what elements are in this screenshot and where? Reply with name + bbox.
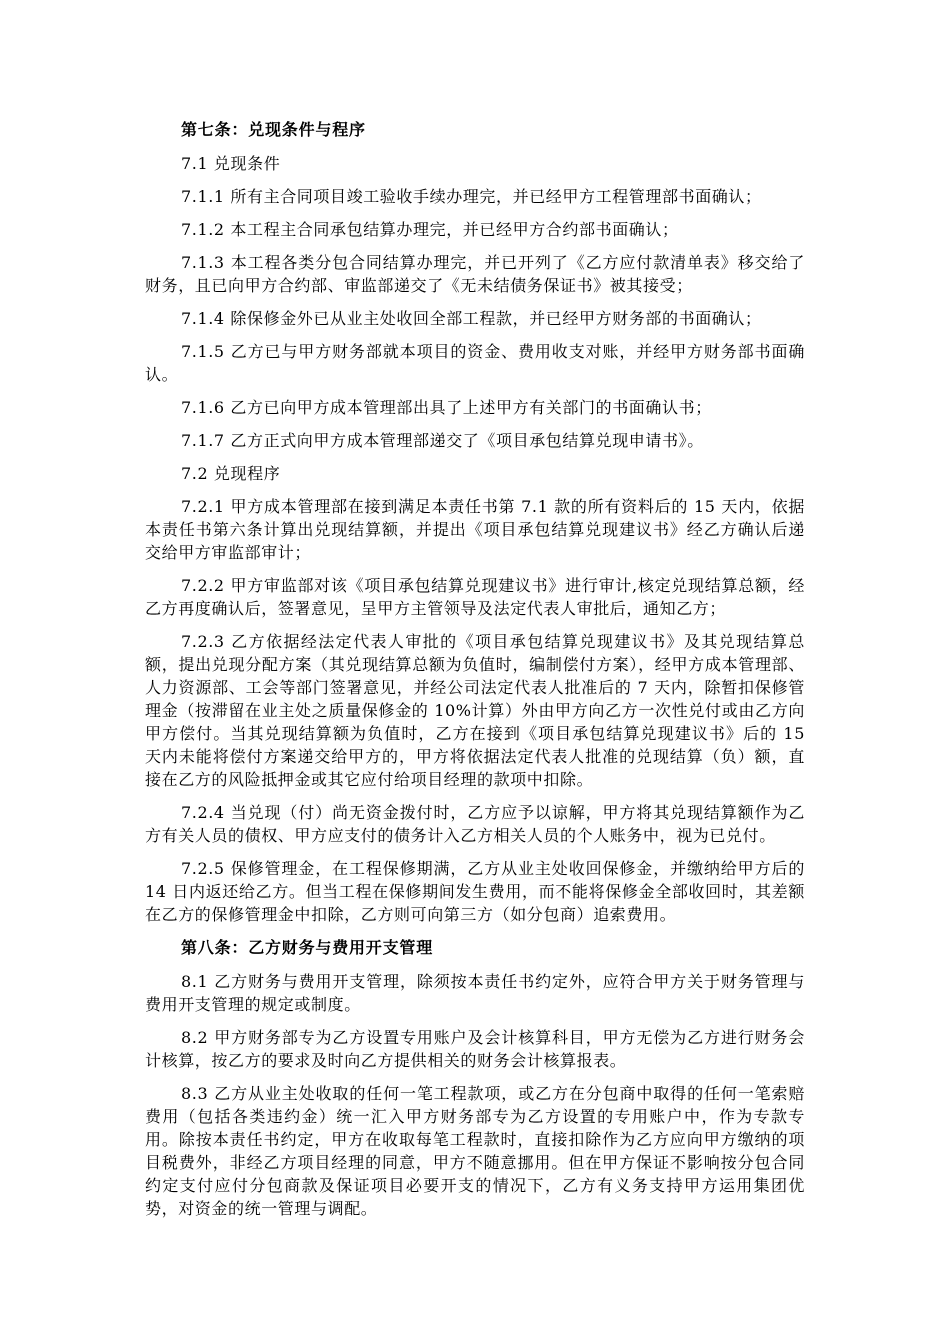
clause-8-1: 8.1 乙方财务与费用开支管理，除须按本责任书约定外，应符合甲方关于财务管理与费用开支管理的规定或制度。 — [145, 972, 805, 1014]
subsection-7-1-title: 7.1 兑现条件 — [181, 154, 281, 173]
clause-7-1-5: 7.1.5 乙方已与甲方财务部就本项目的资金、费用收支对账，并经甲方财务部书面确认。 — [145, 342, 805, 384]
section-7-heading: 第七条：兑现条件与程序 — [181, 120, 366, 139]
clause-7-1-2: 7.1.2 本工程主合同承包结算办理完，并已经甲方合约部书面确认； — [181, 220, 679, 239]
clause-7-1-4: 7.1.4 除保修金外已从业主处收回全部工程款，并已经甲方财务部的书面确认； — [181, 309, 762, 328]
clause-7-1-6: 7.1.6 乙方已向甲方成本管理部出具了上述甲方有关部门的书面确认书； — [181, 398, 712, 417]
clause-7-2-4: 7.2.4 当兑现（付）尚无资金拨付时，乙方应予以谅解，甲方将其兑现结算额作为乙方有关人员的债权、甲方应支付的债务计入乙方相关人员的个人账务中，视为已兑付。 — [145, 803, 805, 845]
document-page — [145, 118, 805, 1230]
section-8-heading: 第八条：乙方财务与费用开支管理 — [181, 938, 434, 957]
clause-7-2-2: 7.2.2 甲方审监部对该《项目承包结算兑现建议书》进行审计,核定兑现结算总额，经乙方再度确认后，签署意见，呈甲方主管领导及法定代表人审批后，通知乙方； — [145, 576, 805, 618]
clause-7-1-3: 7.1.3 本工程各类分包合同结算办理完，并已开列了《乙方应付款清单表》移交给了财务，且已向甲方合约部、审监部递交了《无未结债务保证书》被其接受； — [145, 253, 805, 295]
clause-7-1-1: 7.1.1 所有主合同项目竣工验收手续办理完，并已经甲方工程管理部书面确认； — [181, 187, 762, 206]
clause-7-2-1: 7.2.1 甲方成本管理部在接到满足本责任书第 7.1 款的所有资料后的 15 天内，依据本责任书第六条计算出兑现结算额，并提出《项目承包结算兑现建议书》经乙方确认后递交给甲方审监部审计； — [145, 497, 805, 562]
clause-7-2-3: 7.2.3 乙方依据经法定代表人审批的《项目承包结算兑现建议书》及其兑现结算总额，提出兑现分配方案（其兑现结算总额为负值时，编制偿付方案），经甲方成本管理部、人力资源部、工会等部门签署意见，并经公司法定代表人批准后的 7 天内，除暂扣保修管理金（按滞留在业主处之质量保修金的 10%计算）外由甲方向乙方一次性兑付或由乙方向甲方偿付。当其兑现结算额为负值时，乙方在接到《项目承包结算兑现建议书》后的 15 天内未能将偿付方案递交给甲方的，甲方将依据法定代表人批准的兑现结算（负）额，直接在乙方的风险抵押金或其它应付给项目经理的款项中扣除。 — [145, 632, 805, 789]
clause-8-2: 8.2 甲方财务部专为乙方设置专用账户及会计核算科目，甲方无偿为乙方进行财务会计核算，按乙方的要求及时向乙方提供相关的财务会计核算报表。 — [145, 1028, 805, 1070]
clause-8-3: 8.3 乙方从业主处收取的任何一笔工程款项，或乙方在分包商中取得的任何一笔索赔费用（包括各类违约金）统一汇入甲方财务部专为乙方设置的专用账户中，作为专款专用。除按本责任书约定，甲方在收取每笔工程款时，直接扣除作为乙方应向甲方缴纳的项目税费外，非经乙方项目经理的同意，甲方不随意挪用。但在甲方保证不影响按分包合同约定支付应付分包商款及保证项目必要开支的情况下，乙方有义务支持甲方运用集团优势，对资金的统一管理与调配。 — [145, 1084, 805, 1218]
subsection-7-2-title: 7.2 兑现程序 — [181, 464, 281, 483]
clause-7-1-7: 7.1.7 乙方正式向甲方成本管理部递交了《项目承包结算兑现申请书》。 — [181, 431, 704, 450]
clause-7-2-5: 7.2.5 保修管理金，在工程保修期满，乙方从业主处收回保修金，并缴纳给甲方后的 14 日内返还给乙方。但当工程在保修期间发生费用，而不能将保修金全部收回时，其差额在乙方的保修管理金中扣除，乙方则可向第三方（如分包商）追索费用。 — [145, 859, 805, 924]
